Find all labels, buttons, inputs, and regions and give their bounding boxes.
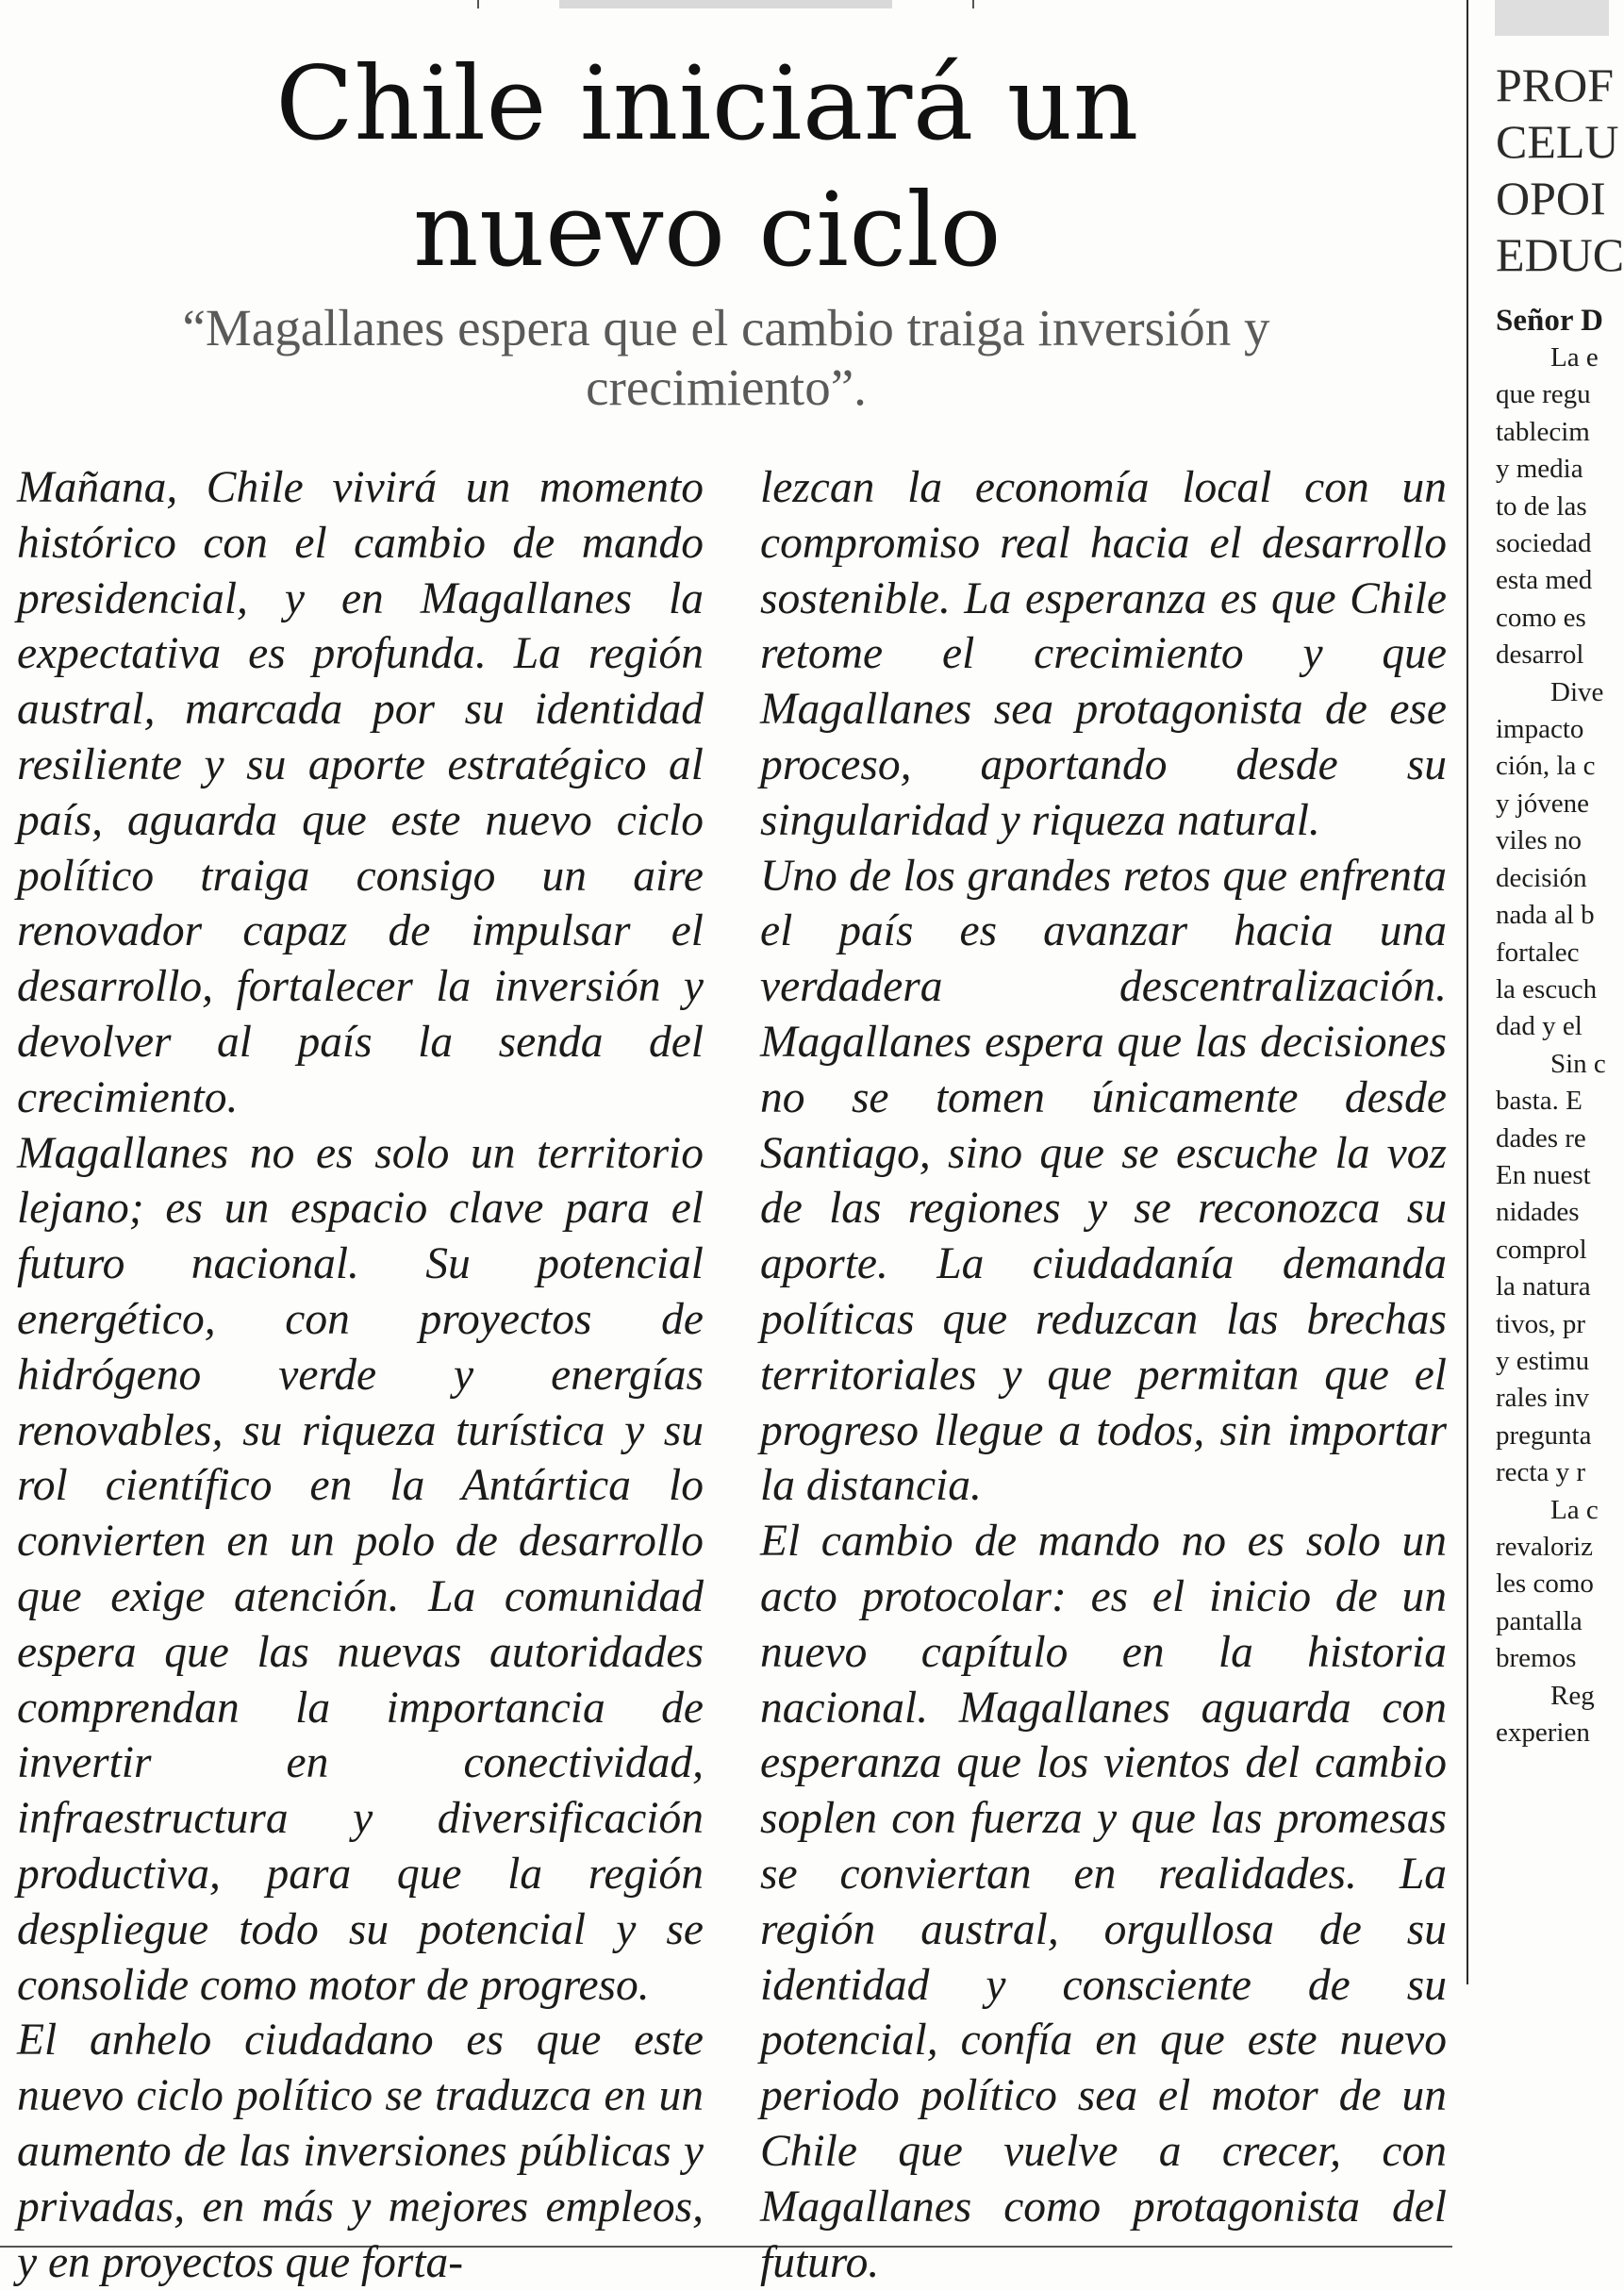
paragraph: Uno de los grandes retos que enfrenta el país es avanzar hacia una verdadera descentralización. Magallanes espera que las decisiones no se tomen únicamente desde Santiago, sino que se escuche la voz de las regiones y se reconozca su aporte. La ciudadanía demanda políticas que reduzcan las brechas territoriales y que permitan que el progreso llegue a todos, sin importar la distancia.: [760, 851, 1447, 1511]
article-column-left: [17, 460, 704, 2287]
article-headline: [75, 41, 1339, 294]
sidebar-text-line: nada al b: [1496, 900, 1595, 931]
sidebar-headline-line: PROF: [1496, 58, 1615, 111]
sidebar-text-line: dad y el: [1496, 1011, 1583, 1042]
sidebar-text-line: comprol: [1496, 1234, 1587, 1265]
sidebar-text-line: revaloriz: [1496, 1532, 1594, 1562]
paragraph: Mañana, Chile vivirá un momento histórico con el cambio de mando presidencial, y en Magallanes la expectativa es profunda. La región austral, marcada por su identidad resiliente y su aporte estratégico al país, aguarda que este nuevo ciclo político traiga consigo un aire renovador capaz de impulsar el desarrollo, fortalecer la inversión y devolver al país la senda del crecimiento.: [17, 463, 704, 1122]
paragraph: El cambio de mando no es solo un acto protocolar: es el inicio de un nuevo capítulo en la historia nacional. Magallanes aguarda con esperanza que los vientos del cambio soplen con fuerza y que las promesas se conviertan en realidades. La región austral, orgullosa de su identidad y consciente de su potencial, confía en que este nuevo periodo político sea el motor de un Chile que vuelve a crecer, con Magallanes como protagonista del futuro.: [760, 1517, 1447, 2287]
sidebar-text-line: decisión: [1496, 862, 1587, 893]
sidebar-text-line: y media: [1496, 454, 1583, 485]
sidebar-text-line: como es: [1496, 602, 1586, 633]
sidebar-headline: [1496, 57, 1624, 283]
sidebar-text-line: y jóvene: [1496, 788, 1590, 819]
sidebar-text-line: Sin c: [1550, 1048, 1606, 1079]
sidebar-text-line: recta y r: [1496, 1457, 1585, 1488]
sidebar-text-line: impacto: [1496, 714, 1584, 745]
sidebar-text-line: La c: [1550, 1494, 1599, 1525]
sidebar-text-line: sociedad: [1496, 528, 1592, 559]
sidebar-text-line: La e: [1550, 342, 1599, 373]
sidebar-text-line: y estimu: [1496, 1345, 1590, 1376]
sidebar-text-line: esta med: [1496, 565, 1593, 596]
paragraph: lezcan la economía local con un compromiso real hacia el desarrollo sostenible. La esperanza es que Chile retome el crecimiento y que Magallanes sea protagonista de ese proceso, aportando desde su singularidad y riqueza natural.: [760, 463, 1447, 845]
top-tick-mark: [477, 0, 479, 8]
article-column-right: [760, 460, 1447, 2287]
sidebar-letter: [1496, 57, 1624, 1981]
sidebar-headline-line: OPOI: [1496, 172, 1606, 224]
sidebar-text-line: ción, la c: [1496, 751, 1596, 782]
sidebar-text-line: Reg: [1550, 1680, 1595, 1711]
sidebar-text-line: desarrol: [1496, 639, 1584, 671]
sidebar-text-line: En nuest: [1496, 1159, 1591, 1190]
sidebar-text-line: la escuch: [1496, 973, 1598, 1004]
sidebar-top-bar: [1495, 0, 1609, 36]
sidebar-text-line: tivos, pr: [1496, 1308, 1586, 1339]
sidebar-text-line: les como: [1496, 1568, 1594, 1600]
sidebar-greeting: Señor D: [1496, 304, 1603, 338]
sidebar-headline-line: EDUC: [1496, 228, 1624, 281]
sidebar-text-line: fortalec: [1496, 937, 1580, 968]
headline-line: Chile iniciará un: [275, 45, 1139, 163]
paragraph: Magallanes no es solo un territorio lejano; es un espacio clave para el futuro nacional. Su potencial energético, con proyectos de hidrógeno verde y energías renovables, su riqueza turística y su rol científico en la Antártica lo convierten en un polo de desarrollo que exige atención. La comunidad espera que las nuevas autoridades comprendan la importancia de invertir en conectividad, infraestructura y diversificación productiva, para que la región despliegue todo su potencial y se consolide como motor de progreso.: [17, 1128, 704, 2010]
sidebar-text-line: pregunta: [1496, 1419, 1592, 1451]
sidebar-body: [1496, 340, 1609, 1751]
sidebar-text-line: basta. E: [1496, 1086, 1583, 1117]
sidebar-headline-line: CELU: [1496, 115, 1619, 168]
sidebar-text-line: Dive: [1550, 676, 1604, 707]
sidebar-text-line: que regu: [1496, 379, 1591, 410]
headline-line: nuevo ciclo: [413, 172, 1002, 290]
sidebar-text-line: la natura: [1496, 1271, 1591, 1303]
column-divider-rule: [1467, 0, 1468, 1984]
paragraph: El anhelo ciudadano es que este nuevo ciclo político se traduzca en un aumento de las inversiones públicas y privadas, en más y mejores empleos, y en proyectos que forta-: [17, 2016, 704, 2287]
sidebar-text-line: pantalla: [1496, 1605, 1583, 1636]
top-edge-bar: [559, 0, 892, 8]
top-tick-mark: [972, 0, 974, 8]
sidebar-text-line: to de las: [1496, 490, 1587, 522]
sidebar-text-line: tablecim: [1496, 416, 1590, 447]
sidebar-text-line: dades re: [1496, 1122, 1586, 1153]
sidebar-text-line: rales inv: [1496, 1383, 1590, 1414]
sidebar-text-line: experien: [1496, 1718, 1590, 1749]
sidebar-text-line: bremos: [1496, 1643, 1577, 1674]
article-deck: “Magallanes espera que el cambio traiga inversión y crecimiento”.: [182, 299, 1270, 416]
sidebar-text-line: viles no: [1496, 825, 1583, 856]
sidebar-text-line: nidades: [1496, 1197, 1580, 1228]
